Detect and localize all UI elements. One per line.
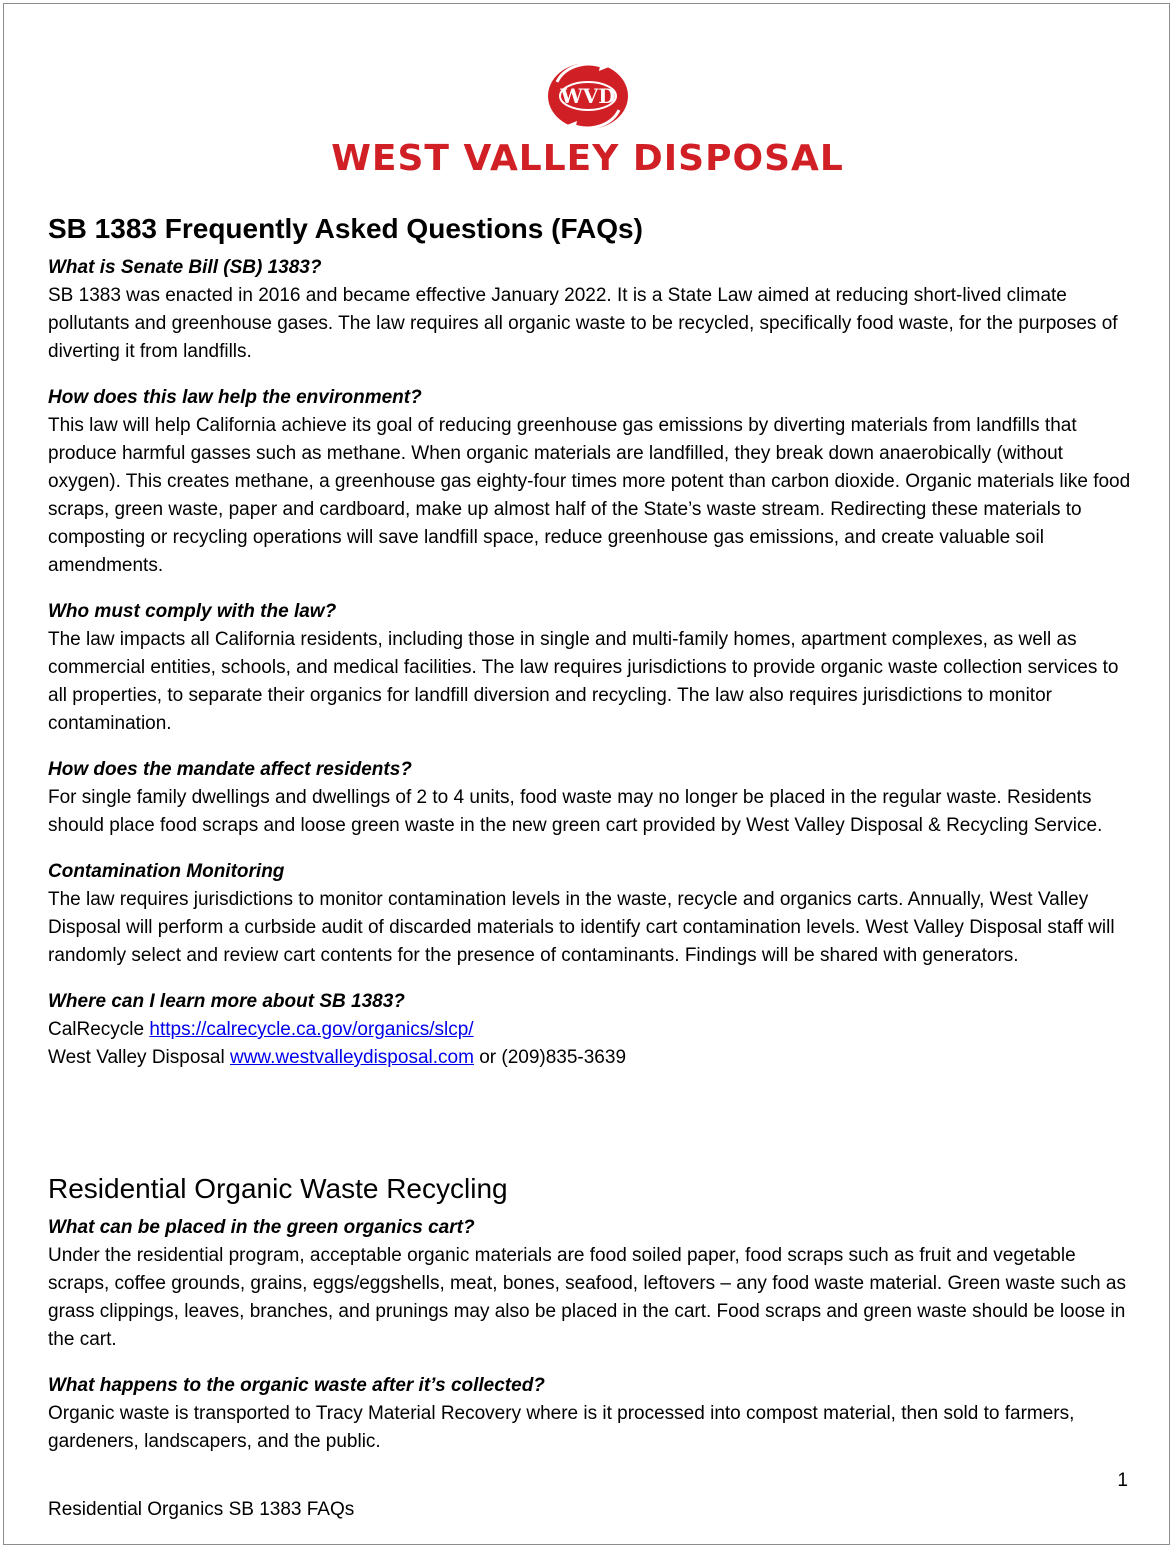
company-name: WEST VALLEY DISPOSAL xyxy=(331,138,844,179)
faq-item xyxy=(48,254,1138,366)
phone-text: or (209)835-3639 xyxy=(479,1047,627,1068)
faq-question: What can be placed in the green organics cart? xyxy=(48,1217,475,1238)
section-title: Residential Organic Waste Recycling xyxy=(48,1173,508,1204)
faq-item xyxy=(48,1214,1138,1354)
wvd-website-link[interactable]: www.westvalleydisposal.com xyxy=(229,1047,474,1068)
faq-question: How does this law help the environment? xyxy=(48,387,422,408)
section-title: SB 1383 Frequently Asked Questions (FAQs) xyxy=(48,213,643,244)
faq-item xyxy=(48,756,1138,840)
calrecycle-link[interactable]: https://calrecycle.ca.gov/organics/slcp/ xyxy=(149,1019,474,1040)
page-number: 1 xyxy=(1117,1470,1128,1491)
faq-answer: Under the residential program, acceptable organic materials are food soiled paper, food scraps such as fruit and vegetable scraps, coffee grounds, grains, eggs/eggshells, meat, bones, seafood, leftovers – any food waste material. Green waste such as grass clippings, leaves, branches, and prunings may also be placed in the cart. Food scraps and green waste should be loose in the cart. xyxy=(48,1245,1126,1350)
faq-section xyxy=(48,210,1138,1090)
calrecycle-line xyxy=(48,1016,1138,1044)
faq-item xyxy=(48,598,1138,738)
faq-item xyxy=(48,1372,1138,1456)
company-logo xyxy=(0,60,1175,179)
faq-question: Where can I learn more about SB 1383? xyxy=(48,991,405,1012)
recycle-logo-icon xyxy=(543,60,633,132)
faq-item xyxy=(48,384,1138,580)
faq-answer: The law requires jurisdictions to monitor contamination levels in the waste, recycle and organics carts. Annually, West Valley Disposal will perform a curbside audit of discarded materials to identify cart contamination levels. West Valley Disposal staff will randomly select and review cart contents for the presence of contaminants. Findings will be shared with generators. xyxy=(48,889,1115,966)
faq-answer: The law impacts all California residents, including those in single and multi-family homes, apartment complexes, as well as commercial entities, schools, and medical facilities. The law requires jurisdictions to provide organic waste collection services to all properties, to separate their organics for landfill diversion and recycling. The law also requires jurisdictions to monitor contamination. xyxy=(48,629,1119,734)
faq-answer: Organic waste is transported to Tracy Material Recovery where is it processed into compost material, then sold to farmers, gardeners, landscapers, and the public. xyxy=(48,1403,1075,1452)
faq-question: How does the mandate affect residents? xyxy=(48,759,412,780)
faq-question: What is Senate Bill (SB) 1383? xyxy=(48,257,322,278)
faq-item-learn-more xyxy=(48,988,1138,1072)
faq-item xyxy=(48,858,1138,970)
page-footer: Residential Organics SB 1383 FAQs xyxy=(48,1499,355,1520)
residential-section xyxy=(48,1170,1138,1474)
faq-question: What happens to the organic waste after it’s collected? xyxy=(48,1375,545,1396)
faq-answer: This law will help California achieve its goal of reducing greenhouse gas emissions by diverting materials from landfills that produce harmful gasses such as methane. When organic materials are landfilled, they break down anaerobically (without oxygen). This creates methane, a greenhouse gas eighty-four times more potent than carbon dioxide. Organic materials like food scraps, green waste, paper and cardboard, make up almost half of the State’s waste stream. Redirecting these materials to composting or recycling operations will save landfill space, reduce greenhouse gas emissions, and create valuable soil amendments. xyxy=(48,415,1131,576)
faq-question: Contamination Monitoring xyxy=(48,861,285,882)
wvd-contact-line xyxy=(48,1044,1138,1072)
calrecycle-label: CalRecycle xyxy=(48,1019,145,1040)
faq-answer: SB 1383 was enacted in 2016 and became effective January 2022. It is a State Law aimed at reducing short-lived climate pollutants and greenhouse gases. The law requires all organic waste to be recycled, specifically food waste, for the purposes of diverting it from landfills. xyxy=(48,285,1118,362)
faq-answer: For single family dwellings and dwellings of 2 to 4 units, food waste may no longer be placed in the regular waste. Residents should place food scraps and loose green waste in the new green cart provided by West Valley Disposal & Recycling Service. xyxy=(48,787,1103,836)
wvd-label: West Valley Disposal xyxy=(48,1047,225,1068)
logo-mark-text: WVD xyxy=(559,84,616,108)
faq-question: Who must comply with the law? xyxy=(48,601,337,622)
